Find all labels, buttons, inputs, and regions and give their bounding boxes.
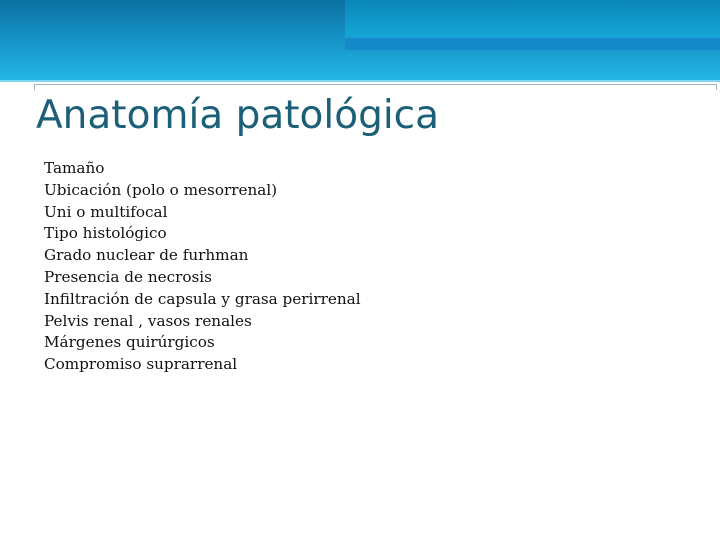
title-frame-right	[716, 84, 717, 90]
list-item: Tipo histológico	[44, 224, 167, 243]
list-item: Compromiso suprarrenal	[44, 355, 238, 374]
title-frame-left	[34, 84, 35, 90]
list-item: Grado nuclear de furhman	[44, 246, 249, 265]
list-item: Pelvis renal , vasos renales	[44, 311, 252, 330]
slide-title: Anatomía patológica	[36, 93, 440, 138]
list-item: Ubicación (polo o mesorrenal)	[44, 180, 278, 199]
header-rule	[0, 80, 720, 82]
header-band-accent	[345, 0, 720, 38]
list-item: Uni o multifocal	[44, 202, 168, 221]
list-item: Tamaño	[44, 159, 105, 177]
list-item: Márgenes quirúrgicos	[44, 333, 215, 352]
list-item: Infiltración de capsula y grasa perirrenal	[44, 289, 361, 308]
bullet-list	[44, 158, 361, 376]
header-band-accent-lower	[345, 38, 720, 50]
title-frame-line	[34, 84, 716, 85]
list-item: Presencia de necrosis	[44, 267, 212, 286]
